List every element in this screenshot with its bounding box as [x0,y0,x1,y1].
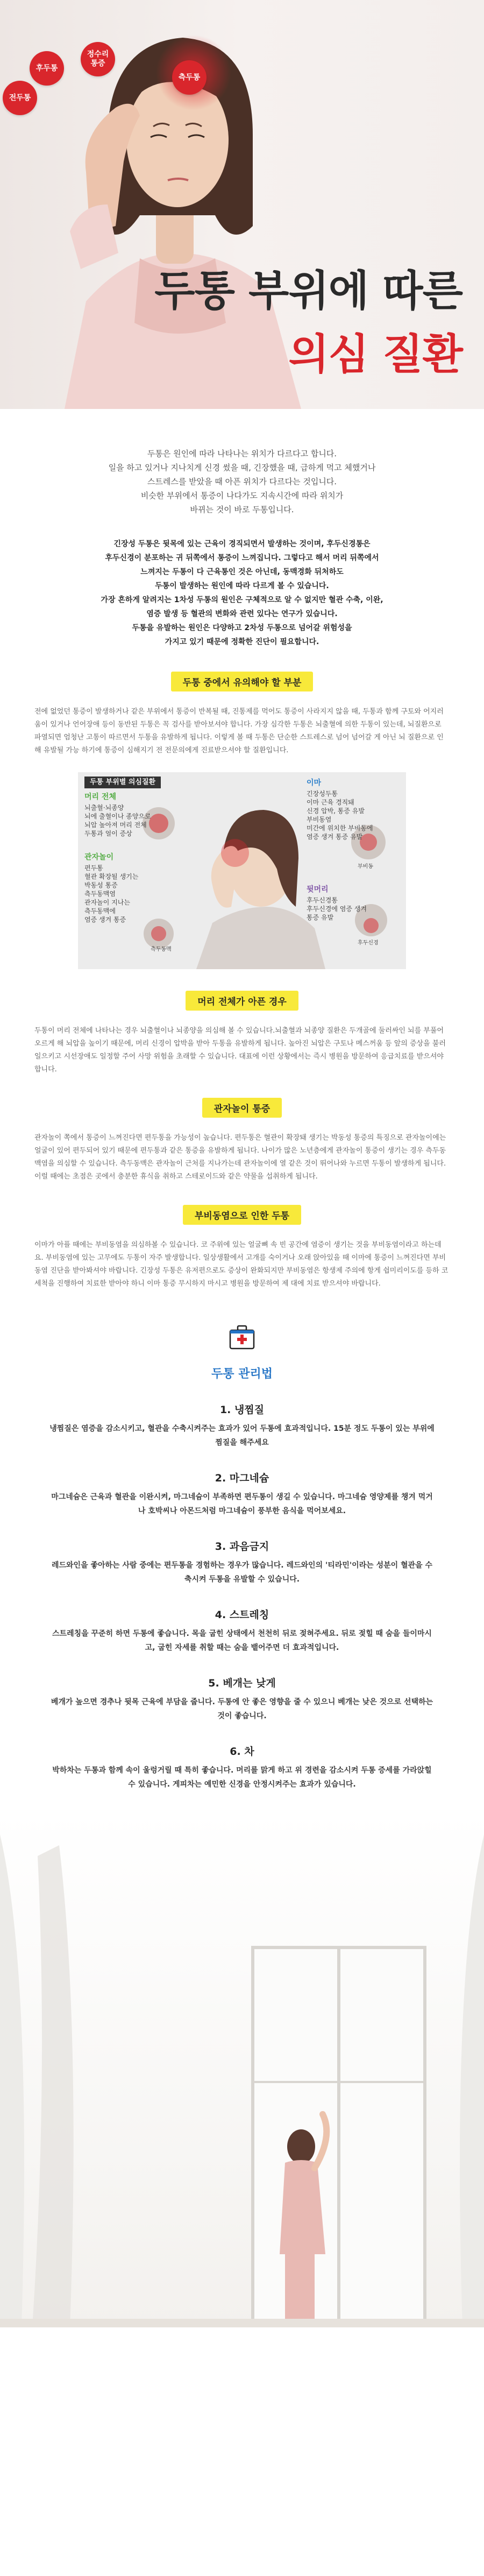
intro-bold-line: 후두신경이 분포하는 귀 뒤쪽에서 통증이 느껴집니다. 그렇다고 해서 머리 뒤쪽에서 [105,554,379,562]
diagram-sinus-label: 부비동 [358,864,373,870]
intro-line: 비슷한 부위에서 통증이 나다가도 지속시간에 따라 위치가 [140,491,344,500]
hero-title [154,257,462,381]
intro-line: 스트레스를 받았을 때 아픈 위치가 다르다는 것입니다. [147,477,337,486]
management-item-text: 냉찜질은 염증을 감소시키고, 혈관을 수축시켜주는 효과가 있어 두통에 효과적입니다. 15분 정도 두통이 있는 부위에 찜질을 해주세요 [49,1424,435,1447]
management-item [0,1655,484,1723]
section2-para: 두통이 머리 전체에 나타나는 경우 뇌출혈이나 뇌종양을 의심해 볼 수 있습니다.뇌출혈과 뇌종양 질환은 두개골에 둘러싸인 뇌를 부풀어 오르게 해 뇌압을 높이기 때문에, 머리 신경이 압박을 받아 두통을 유발하게 됩니다. 높아진 뇌압은 구토나 메스꺼움 등 앞의 증상을 불러일으키고 시선장애도 일정할 주어 사망 위험을 초래할 수 있습니다. 대표에 이런 상황에서는 즉시 병원을 방문하여 응급치료를 받으셔야 합니다. [34,1027,446,1074]
diagram-artery-label: 측두동맥 [151,947,172,952]
intro-bold-line: 긴장성 두통은 뒷목에 있는 근육이 경직되면서 발생하는 것이며, 후두신경통은 [113,540,371,548]
section4-heading [0,1205,484,1225]
management-item-heading: 3. 과음금지 [215,1541,269,1552]
management-item-text: 베개가 높으면 경추나 뒷목 근육에 부담을 줍니다. 두통에 안 좋은 영향을 줄 수 있으니 베개는 낮은 것으로 선택하는 것이 좋습니다. [51,1698,433,1720]
intro-bold-line: 염증 발생 등 혈관의 변화와 관련 있다는 연구가 있습니다. [146,610,338,618]
section3-pill: 관자놀이 통증 [202,1098,282,1118]
intro-bold-line: 두통을 유발하는 원인은 다양하고 2차성 두통으로 넘어갈 위험성을 [132,624,352,632]
management-item [0,1723,484,1791]
management-section [0,1290,484,1791]
section4-pill: 부비동염으로 인한 두통 [183,1205,301,1225]
diagram-nerve-label: 후두신경 [358,940,379,946]
diagram-whole-head-heading: 머리 전체 [84,793,116,801]
diagram-forehead-items: 긴장성두통 이마 근육 경직돼 신경 압박, 통증 유발 부비동염 미간에 위치한 부비동에 염증 생겨 통증 유발 [307,790,373,841]
management-item-heading: 1. 냉찜질 [219,1404,265,1416]
intro-bold-line: 가지고 있기 때문에 정확한 진단이 필요합니다. [165,638,319,646]
intro-bold-line: 느껴지는 두통이 다 근육통인 것은 아닌데, 동맥경화 뒤처하도 [140,568,344,576]
intro-text [0,409,484,517]
management-item-text: 레드와인을 좋아하는 사람 중에는 편두통을 경험하는 경우가 많습니다. 레드와인의 '티라민'이라는 성분이 혈관을 수축시켜 두통을 유발할 수 있습니다. [51,1561,432,1584]
hero-banner [0,0,484,409]
section1-pill: 두통 중에서 유의해야 할 부분 [171,672,314,691]
intro-line: 두통은 원인에 따라 나타나는 위치가 다르다고 합니다. [147,449,337,458]
management-item-heading: 6. 차 [230,1746,254,1758]
medical-kit-icon [227,1323,257,1353]
diagram-temple-heading: 관자놀이 [84,853,114,862]
diagram-temple-items: 편두통 혈관 확장될 생기는 박동성 통증 측두동맥염 관자놀이 지나는 측두동맥에 염증 생겨 통증 [84,864,139,923]
diagram-whole-head-items: 뇌출혈·뇌종양 뇌에 출혈이나 종양으로 뇌압 높아져 머리 전체 두통과 얼이 증상 [84,804,151,837]
intro-bold-line: 가장 흔하게 알려지는 1차성 두통의 원인은 구체적으로 알 수 없지만 혈관 수축, 이완, [101,596,383,604]
hero-title-line1: 두통 부위에 따른 [154,267,462,315]
bubble-occipital: 후두통 [30,51,64,86]
bubble-frontal: 전두통 [3,81,37,115]
section2-heading [0,991,484,1011]
management-item [0,1586,484,1655]
intro-line: 바뀌는 것이 바로 두통입니다. [190,505,294,514]
section3-para: 관자놀이 쪽에서 통증이 느껴진다면 편두통을 가능성이 높습니다. 편두통은 혈관이 확장돼 생기는 박동성 통증의 특징으로 관자놀이에는 얼굴이 있어 편두되어 있기 때문에 편두통과 같은 통증을 유발하게 됩니다. 나이가 많은 노년층에게 관자놀이 통증이 생기는 경우 측두동맥염을 의심할 수 있습니다. 측두동맥은 관자놀이 근처를 지나가는데 관자놀이에 열 같은 것이 뛰어나와 누르면 두통이 발생하게 됩니다. 이럴 때에는 초점은 곳에서 충분한 휴식을 취하고 스테로이드와 같은 약물을 섭취하게 됩니다. [34,1134,446,1181]
diagram-forehead-heading: 이마 [307,779,322,787]
management-item-text: 박하차는 두통과 함께 속이 울렁거릴 때 특히 좋습니다. 머리를 맑게 하고 위 경련을 감소시켜 두통 증세를 가라앉힐 수 있습니다. 게피차는 예민한 신경을 안정시켜주는 효과가 있습니다. [52,1766,432,1789]
bubble-crown: 정수리 통증 [81,42,115,76]
woman-window-photo [0,1813,484,2327]
intro-bold-text [0,517,484,649]
management-item-heading: 5. 베개는 낮게 [208,1677,276,1689]
diagram-title: 두통 부위별 의심질환 [84,777,161,788]
diagram-back-items: 후두신경통 후두신경에 염증 생겨 통증 유발 [307,897,367,921]
management-item [0,1450,484,1518]
management-title: 두통 관리법 [211,1367,273,1381]
management-item [0,1518,484,1586]
section1-heading [0,672,484,691]
management-item-text: 마그네슘은 근육과 혈관을 이완시켜, 마그네슘이 부족하면 편두통이 생길 수 있습니다. 마그네슘 영양제를 챙겨 먹거나 호박씨나 아몬드처럼 마그네슘이 풍부한 음식을 먹어보세요. [51,1493,433,1515]
management-item-text: 스트레칭을 꾸준히 하면 두통에 좋습니다. 목을 굽힌 상태에서 천천히 뒤로 젖혀주세요. 뒤로 젖힐 때 숨을 들이마시고, 굽힌 자세를 취할 때는 숨을 뱉어주면 더 효과적입니다. [52,1629,432,1652]
intro-bold-line: 두통이 발생하는 원인에 따라 다르게 볼 수 있습니다. [155,582,329,590]
hero-title-line2: 의심 질환 [288,330,462,379]
section4-para: 이마가 아플 때에는 부비동염을 의심하볼 수 있습니다. 코 주위에 있는 얼굴뼈 속 빈 공간에 염증이 생기는 것을 부비동염이라고 하는데요. 부비동염에 있는 고무에도 두통이 자주 발생합니다. 일상생활에서 고개를 숙이거나 오래 앉아있을 때 이마에 통증이 느껴진다면 부비동염 진단을 받아봐셔야 바랍니다. 긴장성 두통은 유저편으로도 증상이 완화되지만 부비동염은 항생제 주의에 항게 쉽미리이도를 등하 코 세척을 진행하여 치료한 받아야 하니 이마 통증 무시하지 마시고 병원을 방문하여 제 대에 치료 받으셔야 바랍니다. [34,1241,449,1288]
footer-window-photo [0,1813,484,2327]
section1-para: 전에 없었던 통증이 발생하거나 같은 부위에서 통증이 반복될 때, 진통제를 먹어도 통증이 사라지지 않을 때, 두통과 함께 구토와 어지러움이 있거나 언어장애 등이 동반된 두통은 꼭 검사를 받아보셔야 합니다. 가장 심각한 두통은 뇌출혈에 의한 두통이 있는데, 뇌질환으로 파열되면 엄청난 고통이 따르면서 두통을 유발하게 됩니다. 이렇게 볼 때 두통은 단순한 스트레스로 넘어 넘어갈 게 아닌 뇌 질환으로 인해 유발될 가능 하기에 통증이 심해지기 전 전문의에게 진료받으셔야 할 질환입니다. [34,708,444,754]
management-item [0,1381,484,1450]
section2-pill: 머리 전체가 아픈 경우 [186,991,298,1011]
management-item-heading: 4. 스트레칭 [215,1609,269,1621]
section3-heading [0,1098,484,1118]
management-item-heading: 2. 마그네슘 [215,1472,269,1484]
diagram-back-heading: 뒷머리 [307,885,329,894]
bubble-temporal: 측두통 [172,60,207,95]
headache-location-diagram [78,772,406,969]
intro-line: 일을 하고 있거나 지나치게 신경 썼을 때, 긴장했을 때, 급하게 먹고 체했거나 [108,463,376,472]
